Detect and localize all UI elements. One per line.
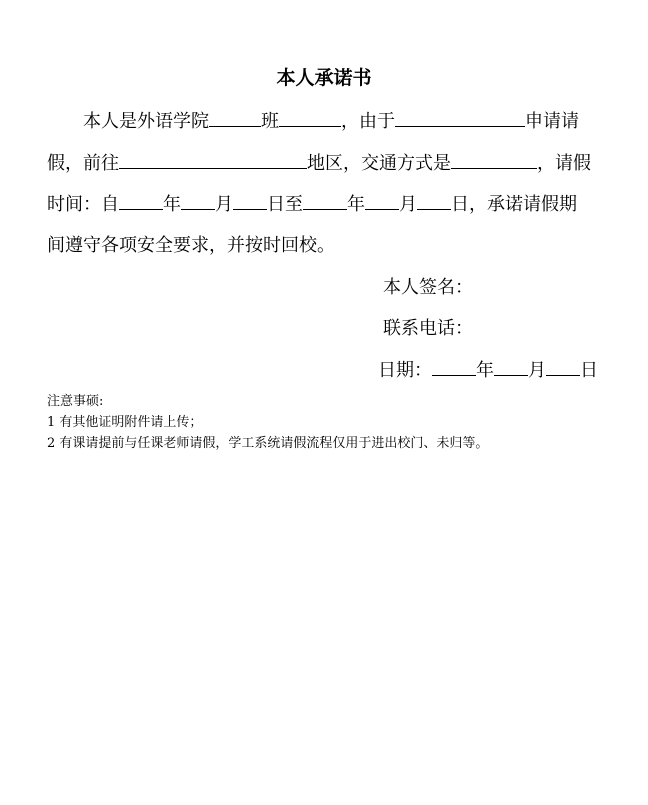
text-goto: 假，前往 — [47, 153, 119, 174]
blank-sign-day — [546, 357, 580, 376]
text-leave: ，请假 — [537, 153, 591, 174]
text-month-1: 月 — [215, 194, 233, 215]
blank-transport — [451, 150, 537, 169]
text-reason: ，由于 — [341, 111, 395, 132]
blank-end-year — [303, 191, 347, 210]
signature-name-label: 本人签名： — [383, 277, 473, 298]
notes-heading: 注意事硕: — [47, 394, 104, 409]
text-time-from: 时间：自 — [47, 194, 119, 215]
blank-destination — [119, 150, 307, 169]
blank-class — [209, 108, 261, 127]
date-day: 日 — [580, 360, 598, 381]
blank-start-month — [181, 191, 215, 210]
text-day-promise: 日，承诺请假期 — [451, 194, 577, 215]
text-college: 本人是外语学院 — [83, 111, 209, 132]
blank-start-year — [119, 191, 163, 210]
text-apply: 申请请 — [525, 111, 579, 132]
note-item-1: 1 有其他证明附件请上传； — [47, 415, 203, 430]
text-class: 班 — [261, 111, 279, 132]
text-region-transport: 地区，交通方式是 — [307, 153, 451, 174]
blank-end-day — [417, 191, 451, 210]
blank-reason — [395, 108, 525, 127]
paragraph-line-3 — [47, 191, 577, 217]
blank-end-month — [365, 191, 399, 210]
paragraph-line-4: 间遵守各项安全要求，并按时回校。 — [47, 235, 335, 256]
date-year: 年 — [476, 360, 494, 381]
date-label: 日期： — [378, 360, 432, 381]
paragraph-line-1 — [47, 108, 579, 134]
document-title: 本人承诺书 — [276, 67, 372, 89]
phone-label: 联系电话： — [383, 318, 473, 339]
text-year-1: 年 — [163, 194, 181, 215]
date-month: 月 — [528, 360, 546, 381]
blank-sign-month — [494, 357, 528, 376]
blank-start-day — [233, 191, 267, 210]
text-month-2: 月 — [399, 194, 417, 215]
note-item-2: 2 有课请提前与任课老师请假，学工系统请假流程仅用于进出校门、未归等。 — [47, 436, 489, 451]
date-line — [378, 357, 598, 384]
paragraph-line-2 — [47, 150, 591, 176]
text-year-2: 年 — [347, 194, 365, 215]
text-day-to: 日至 — [267, 194, 303, 215]
blank-sign-year — [432, 357, 476, 376]
blank-after-class — [279, 108, 341, 127]
